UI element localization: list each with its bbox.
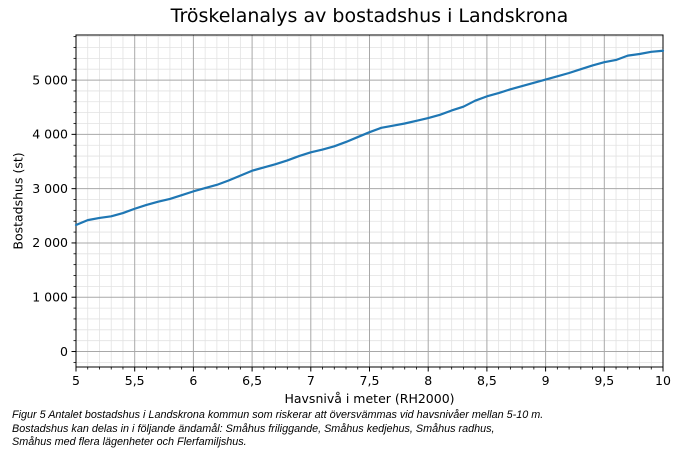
caption-line-3: Småhus med flera lägenheter och Flerfamiljshus. [12,436,247,449]
x-tick-label: 6 [189,373,198,388]
caption-line-1: Figur 5 Antalet bostadshus i Landskrona kommun som riskerar att översvämmas vid havsnivåer mellan 5-10 m. [12,409,544,421]
y-axis-label: Bostadshus (st) [10,152,26,250]
caption-line-2: Bostadshus kan delas in i följande ändamål: Småhus friliggande, Småhus kedjehus, Småhus radhus, [12,422,495,435]
x-tick-label: 5,5 [124,373,145,388]
x-tick-label: 7,5 [359,373,380,388]
x-tick-label: 8,5 [476,373,497,388]
x-tick-label: 5 [72,373,80,388]
x-tick-label: 7 [306,373,315,388]
chart-title: Tröskelanalys av bostadshus i Landskrona [170,5,569,27]
x-tick-label: 8 [424,373,433,388]
x-axis-label: Havsnivå i meter (RH2000) [284,391,455,406]
figure-caption [12,409,696,450]
y-tick-label: 3 000 [32,180,68,196]
x-tick-label: 9,5 [594,373,615,388]
x-tick-label: 9 [541,373,550,388]
y-tick-label: 1 000 [32,289,68,305]
y-tick-label: 4 000 [32,126,68,142]
y-tick-label: 2 000 [32,235,68,251]
x-tick-label: 6,5 [242,373,263,388]
x-tick-label: 10 [655,373,671,388]
y-tick-label: 0 [60,343,68,359]
y-tick-label: 5 000 [32,72,68,88]
